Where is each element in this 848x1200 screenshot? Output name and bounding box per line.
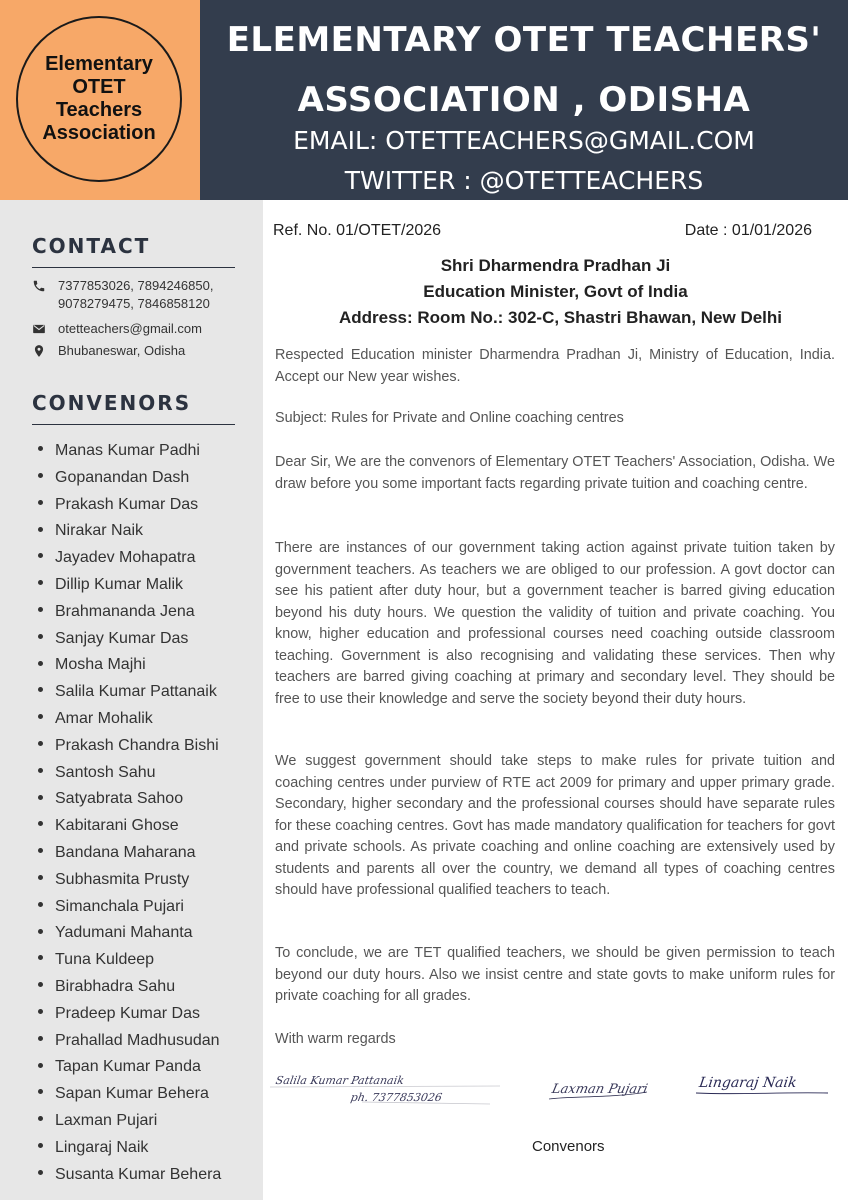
logo-panel (0, 0, 200, 200)
convenor-item (38, 548, 196, 568)
convenors-divider (32, 424, 235, 425)
convenors-heading: CONVENORS (32, 391, 192, 415)
letterhead (0, 0, 848, 200)
bullet-icon (38, 580, 43, 585)
contact-divider (32, 267, 235, 268)
convenor-name: Subhasmita Prusty (55, 870, 190, 888)
salutation-paragraph: Respected Education minister Dharmendra Pradhan Ji, Ministry of Education, India. Accept our New year wishes. (275, 347, 835, 385)
bullet-icon (38, 1170, 43, 1175)
contact-email-text: otetteachers@gmail.com (58, 321, 202, 336)
contact-location-text: Bhubaneswar, Odisha (58, 343, 186, 358)
bullet-icon (38, 902, 43, 907)
signature-line: Laxman Pujari (550, 1082, 650, 1097)
bullet-icon (38, 500, 43, 505)
bullet-icon (38, 1063, 43, 1068)
contact-heading: CONTACT (32, 234, 151, 258)
bullet-icon (38, 768, 43, 773)
convenor-name: Jayadev Mohapatra (55, 549, 196, 567)
conclusion-paragraph: To conclude, we are TET qualified teachers, we should be given permission to teach beyond our duty hours. Also we insist centre and state govts to make uniform rules for private coaching for all grades. (275, 945, 835, 1004)
convenor-name: Sanjay Kumar Das (55, 629, 189, 647)
convenor-item (38, 602, 195, 622)
bullet-icon (38, 553, 43, 558)
signature-laxman (543, 1066, 663, 1106)
signature-line: Salila Kumar Pattanaik (274, 1074, 406, 1087)
addressee-designation: Education Minister, Govt of India (423, 282, 688, 301)
convenor-name: Santosh Sahu (55, 763, 156, 781)
letterhead-twitter: TWITTER : @OTETTEACHERS (344, 166, 704, 195)
convenor-name: Prahallad Madhusudan (55, 1031, 220, 1049)
convenor-name: Sapan Kumar Behera (55, 1085, 209, 1103)
phone-line: 9078279475, 7846858120 (58, 296, 210, 311)
bullet-icon (38, 821, 43, 826)
convenor-name: Nirakar Naik (55, 522, 144, 540)
sidebar (0, 200, 263, 1200)
convenor-name: Brahmananda Jena (55, 602, 195, 620)
convenor-item (38, 897, 184, 917)
convenor-item (38, 575, 183, 595)
bullet-icon (38, 1143, 43, 1148)
convenor-name: Kabitarani Ghose (55, 817, 179, 835)
convenor-name: Yadumani Mahanta (55, 924, 193, 942)
convenor-item (38, 629, 188, 649)
logo-line: Teachers (55, 99, 143, 121)
convenor-name: Birabhadra Sahu (55, 978, 176, 995)
convenor-item (38, 1165, 221, 1185)
convenor-name: Manas Kumar Padhi (55, 442, 200, 459)
convenor-name: Prakash Kumar Das (55, 495, 199, 513)
bullet-icon (38, 607, 43, 612)
convenor-item (38, 441, 200, 461)
phone-icon (32, 279, 46, 293)
bullet-icon (38, 714, 43, 719)
logo-line: Elementary (45, 53, 153, 75)
bullet-icon (38, 1116, 43, 1121)
convenor-item (38, 816, 179, 836)
convenor-name: Bandana Maharana (55, 844, 196, 861)
convenor-item (38, 1004, 200, 1024)
bullet-icon (38, 661, 43, 666)
bullet-icon (38, 473, 43, 478)
convenor-item (38, 495, 198, 515)
bullet-icon (38, 1089, 43, 1094)
convenor-item (38, 736, 219, 756)
convenor-name: Mosha Majhi (55, 656, 146, 674)
convenor-item (38, 682, 217, 702)
letter-body (263, 200, 848, 1200)
body-paragraph-2: We suggest government should take steps to make rules for private tuition and coaching centres under purview of RTE act 2009 for primary and upper primary grade. Secondary, higher secondary and the professional courses should have separate rules for these coaching centres. Govt has made mandatory qualification for teachers for govt and private schools. As private coaching and online coaching are extensively used by students and parents all over the country, we demand all types of coaching centres should have professional qualified teachers to teach. (275, 753, 835, 898)
convenor-name: Satyabrata Sahoo (55, 790, 184, 808)
bullet-icon (38, 741, 43, 746)
bullet-icon (38, 875, 43, 880)
addressee-address: Address: Room No.: 302-C, Shastri Bhawan, New Delhi (338, 308, 783, 327)
convenor-item (38, 789, 183, 809)
convenor-name: Simanchala Pujari (55, 897, 184, 915)
convenor-item (38, 1031, 220, 1051)
convenor-name: Pradeep Kumar Das (55, 1004, 200, 1022)
addressee-name: Shri Dharmendra Pradhan Ji (440, 256, 671, 275)
phone-numbers (32, 277, 257, 315)
letterhead-title-line2: ASSOCIATION , ODISHA (297, 80, 751, 120)
logo-line: OTET (72, 76, 126, 98)
convenor-item (38, 923, 193, 943)
letterhead-title-line1: ELEMENTARY OTET TEACHERS' (226, 20, 822, 60)
bullet-icon (38, 795, 43, 800)
convenor-item (38, 977, 175, 997)
convenor-item (38, 950, 154, 970)
association-logo (16, 16, 182, 182)
closing-line: With warm regards (275, 1031, 396, 1047)
location-pin-icon (32, 344, 46, 358)
convenor-name: Gopanandan Dash (55, 468, 190, 486)
bullet-icon (38, 955, 43, 960)
subject-line: Subject: Rules for Private and Online coaching centres (275, 410, 624, 426)
convenor-name: Susanta Kumar Behera (55, 1165, 222, 1183)
convenor-item (38, 763, 156, 783)
letterhead-email: EMAIL: OTETTEACHERS@GMAIL.COM (293, 126, 755, 155)
bullet-icon (38, 929, 43, 934)
convenor-item (38, 521, 143, 541)
convenor-name: Amar Mohalik (55, 710, 153, 727)
convenor-item (38, 1111, 157, 1131)
signature-line: ph. 7377853026 (349, 1091, 443, 1104)
bullet-icon (38, 982, 43, 987)
signature-salila (268, 1068, 508, 1122)
phone-line: 7377853026, 7894246850, (58, 278, 214, 293)
convenor-name: Dillip Kumar Malik (55, 576, 184, 593)
convenor-item (38, 1057, 201, 1077)
convenor-item (38, 655, 146, 675)
logo-line: Association (42, 122, 156, 144)
letter-date: Date : 01/01/2026 (684, 222, 812, 239)
body-paragraph-1: There are instances of our government taking action against private tuition taken by government teachers. As teachers we are obliged to our profession. A govt doctor can see his patient after duty hour, but a government teacher is barred giving education beyond his duty hours. We question the validity of tuition and private coaching. You know, higher education and professional courses need coaching outside classroom teaching. Government is also recognising and validating these services. Then why teachers are barred giving coaching at primary and secondary level. They should be free to use their knowledge and serve the society beyond their duty hours. (275, 540, 835, 707)
convenors-signature-label: Convenors (532, 1138, 605, 1155)
intro-paragraph: Dear Sir, We are the convenors of Elementary OTET Teachers' Association, Odisha. We draw before you some important facts regarding private tuition and coaching centre. (275, 454, 835, 492)
convenor-item (38, 709, 153, 729)
contact-location (32, 342, 257, 360)
convenor-item (38, 1138, 148, 1158)
bullet-icon (38, 848, 43, 853)
convenor-name: Prakash Chandra Bishi (55, 736, 219, 754)
convenor-name: Salila Kumar Pattanaik (55, 683, 217, 701)
convenor-name: Tuna Kuldeep (55, 951, 155, 969)
convenor-item (38, 1084, 209, 1104)
contact-email (32, 320, 257, 338)
convenor-item (38, 870, 189, 890)
mail-icon (32, 322, 46, 336)
bullet-icon (38, 1036, 43, 1041)
reference-number: Ref. No. 01/OTET/2026 (273, 222, 442, 239)
signature-lingaraj (688, 1063, 838, 1103)
convenor-name: Laxman Pujari (55, 1112, 158, 1129)
signature-line: Lingaraj Naik (698, 1075, 798, 1091)
bullet-icon (38, 687, 43, 692)
convenor-name: Tapan Kumar Panda (55, 1058, 201, 1076)
convenor-item (38, 843, 196, 863)
bullet-icon (38, 1009, 43, 1014)
bullet-icon (38, 634, 43, 639)
bullet-icon (38, 527, 43, 532)
convenor-item (38, 468, 189, 488)
bullet-icon (38, 446, 43, 451)
convenor-name: Lingaraj Naik (55, 1138, 149, 1156)
